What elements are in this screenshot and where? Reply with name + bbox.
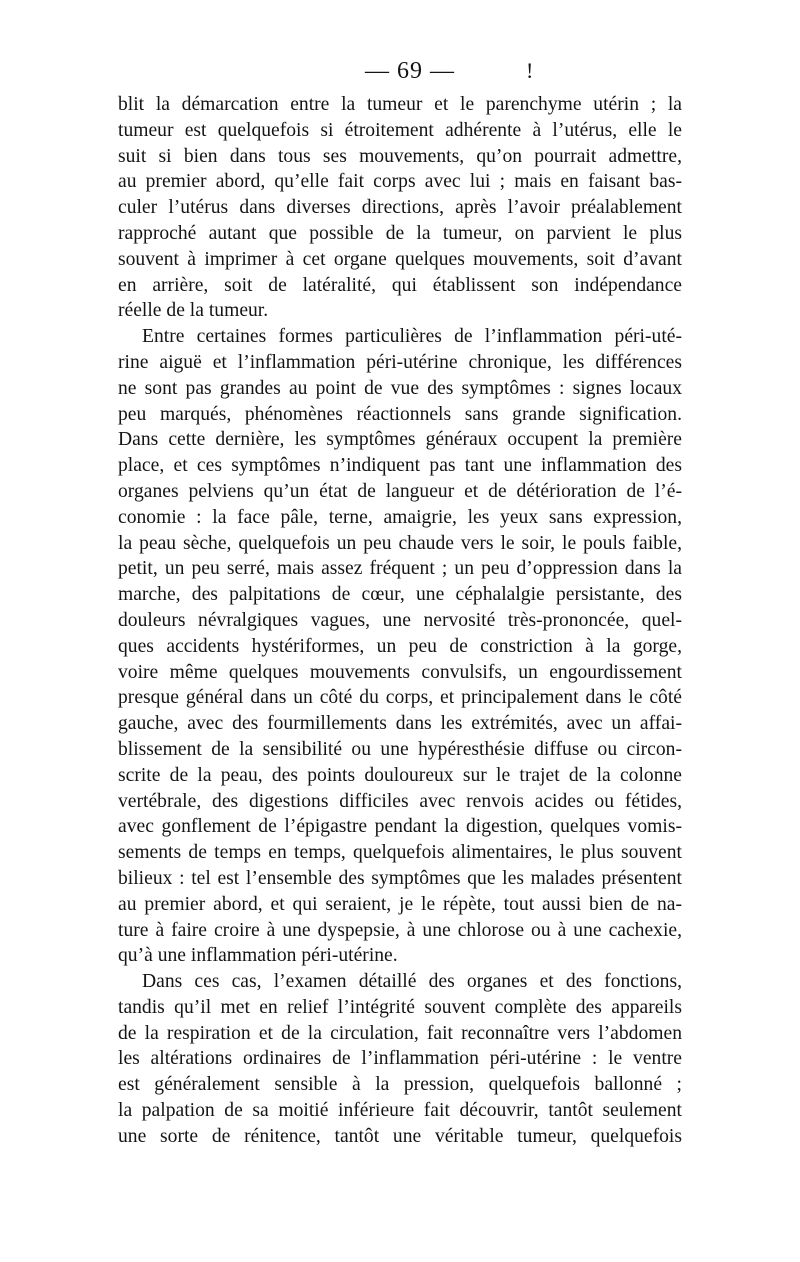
text-line: voire même quelques mouvements convulsifs, un engourdissement (118, 661, 682, 683)
text-line: en arrière, soit de latéralité, qui établissent son indépendance (118, 274, 682, 296)
text-line: Dans ces cas, l’examen détaillé des organes et des fonctions, (142, 971, 682, 993)
text-line: une sorte de rénitence, tantôt une véritable tumeur, quelquefois (118, 1125, 682, 1147)
page-header (0, 58, 800, 88)
text-line: culer l’utérus dans diverses directions, après l’avoir préalablement (118, 197, 682, 219)
text-line: marche, des palpitations de cœur, une céphalalgie persistante, des (118, 584, 682, 606)
text-line: tumeur est quelquefois si étroitement adhérente à l’utérus, elle le (118, 119, 682, 141)
page-number: — 69 — (365, 58, 455, 84)
text-line: de la respiration et de la circulation, fait reconnaître vers l’abdomen (118, 1022, 682, 1044)
text-line: scrite de la peau, des points douloureux sur le trajet de la colonne (118, 764, 682, 786)
text-line: rapproché autant que possible de la tumeur, on parvient le plus (118, 222, 682, 244)
text-line: tandis qu’il met en relief l’intégrité souvent complète des appareils (118, 996, 682, 1018)
text-line: blit la démarcation entre la tumeur et le parenchyme utérin ; la (118, 94, 682, 115)
text-line: réelle de la tumeur. (118, 300, 269, 322)
text-line: ne sont pas grandes au point de vue des symptômes : signes locaux (118, 377, 682, 399)
text-line: blissement de la sensibilité ou une hypéresthésie diffuse ou circon- (118, 738, 682, 760)
text-line: ture à faire croire à une dyspepsie, à une chlorose ou à une cachexie, (118, 919, 682, 941)
text-line: peu marqués, phénomènes réactionnels sans grande signification. (118, 403, 682, 425)
body-text (118, 92, 682, 1150)
text-line: qu’à une inflammation péri-utérine. (118, 945, 398, 967)
text-line: sements de temps en temps, quelquefois alimentaires, le plus souvent (118, 842, 682, 864)
text-line: presque général dans un côté du corps, et principalement dans le côté (118, 687, 682, 709)
paragraph-2 (118, 324, 682, 969)
text-line: les altérations ordinaires de l’inflammation péri-utérine : le ventre (118, 1048, 682, 1070)
text-line: au premier abord, et qui seraient, je le répète, tout aussi bien de na- (118, 893, 682, 915)
text-line: organes pelviens qu’un état de langueur et de détérioration de l’é- (118, 480, 682, 502)
text-line: avec gonflement de l’épigastre pendant la digestion, quelques vomis- (118, 816, 682, 838)
text-line: gauche, avec des fourmillements dans les extrémités, avec un affai- (118, 713, 682, 735)
text-line: douleurs névralgiques vagues, une nervosité très-prononcée, quel- (118, 609, 682, 631)
text-line: rine aiguë et l’inflammation péri-utérine chronique, les différences (118, 351, 682, 373)
text-line: est généralement sensible à la pression, quelquefois ballonné ; (118, 1074, 682, 1096)
text-line: au premier abord, qu’elle fait corps avec lui ; mais en faisant bas- (118, 171, 682, 193)
text-line: suit si bien dans tous ses mouvements, qu’on pourrait admettre, (118, 145, 682, 167)
paragraph-1 (118, 92, 682, 324)
text-line: la peau sèche, quelquefois un peu chaude vers le soir, le pouls faible, (118, 532, 682, 554)
text-line: la palpation de sa moitié inférieure fait découvrir, tantôt seulement (118, 1100, 682, 1122)
header-mark: ! (526, 58, 534, 83)
text-line: ques accidents hystériformes, un peu de constriction à la gorge, (118, 635, 682, 657)
text-line: souvent à imprimer à cet organe quelques mouvements, soit d’avant (118, 248, 682, 270)
text-line: Entre certaines formes particulières de l’inflammation péri-uté- (142, 326, 682, 348)
text-line: bilieux : tel est l’ensemble des symptômes que les malades présentent (118, 867, 682, 889)
text-line: conomie : la face pâle, terne, amaigrie, les yeux sans expression, (118, 506, 682, 528)
text-line: place, et ces symptômes n’indiquent pas tant une inflammation des (118, 455, 682, 477)
text-line: petit, un peu serré, mais assez fréquent ; un peu d’oppression dans la (118, 558, 682, 580)
text-line: vertébrale, des digestions difficiles avec renvois acides ou fétides, (118, 790, 682, 812)
paragraph-3 (118, 969, 682, 1150)
text-line: Dans cette dernière, les symptômes généraux occupent la première (118, 429, 682, 451)
